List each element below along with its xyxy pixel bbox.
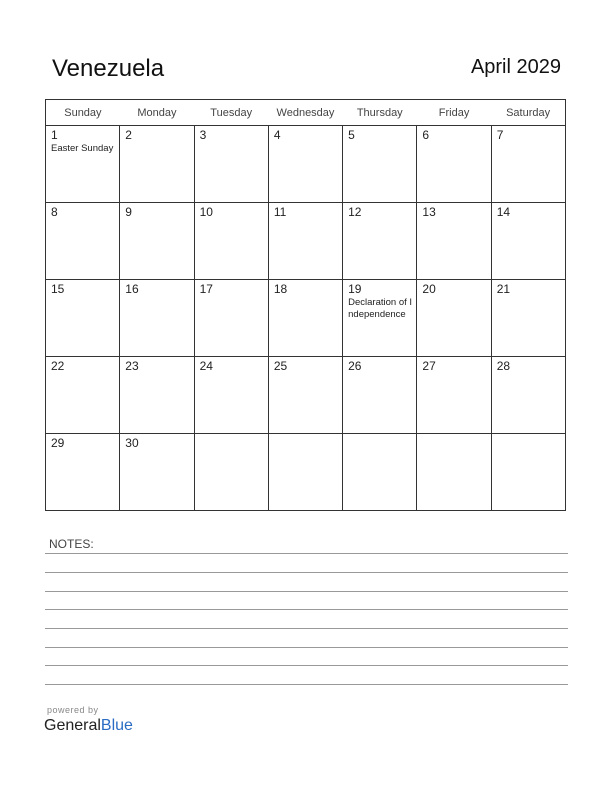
calendar-day-cell (46, 280, 120, 357)
day-number: 6 (422, 128, 430, 142)
calendar-day-cell (491, 434, 565, 511)
calendar-day-cell (417, 357, 491, 434)
weekday-header-row (46, 100, 566, 126)
note-line (45, 609, 568, 610)
brand-blue: Blue (100, 717, 133, 734)
day-number: 19 (348, 282, 362, 296)
note-line (45, 684, 568, 685)
note-line (45, 572, 568, 573)
holiday-label: Easter Sunday (51, 143, 114, 154)
calendar-day-cell (120, 203, 194, 280)
day-number: 3 (199, 128, 207, 142)
note-line (45, 553, 568, 554)
weekday-header: Thursday (343, 100, 417, 126)
calendar-day-cell (491, 357, 565, 434)
calendar-day-cell (194, 357, 268, 434)
calendar-day-cell (417, 126, 491, 203)
note-line (45, 628, 568, 629)
calendar-day-cell (120, 280, 194, 357)
powered-by-text: powered by (47, 705, 99, 715)
day-number: 23 (125, 359, 139, 373)
note-line (45, 647, 568, 648)
day-number: 1 (51, 128, 58, 142)
day-number: 14 (496, 205, 511, 219)
calendar-day-cell (268, 203, 342, 280)
calendar-day-cell (343, 203, 417, 280)
calendar-day-cell (268, 357, 342, 434)
note-line (45, 665, 568, 666)
day-number: 2 (125, 128, 132, 142)
day-number: 27 (422, 359, 436, 373)
calendar-day-cell (491, 280, 565, 357)
calendar-month-title: April 2029 (470, 56, 561, 78)
calendar-week-row (46, 357, 566, 434)
calendar-week-row (46, 434, 566, 511)
calendar-day-cell (120, 126, 194, 203)
calendar-day-cell (491, 203, 565, 280)
calendar-day-cell (343, 357, 417, 434)
calendar-day-cell (46, 203, 120, 280)
calendar-day-cell (194, 126, 268, 203)
calendar-day-cell (194, 280, 268, 357)
day-number: 26 (348, 359, 362, 373)
calendar-day-cell (343, 280, 417, 357)
calendar-country-title: Venezuela (52, 55, 165, 82)
day-number: 15 (51, 282, 65, 296)
weekday-header: Wednesday (268, 100, 342, 126)
calendar-day-cell (194, 203, 268, 280)
holiday-label: Declaration of Independence (348, 297, 413, 320)
calendar-week-row (46, 126, 566, 203)
calendar-day-cell (343, 434, 417, 511)
day-number: 7 (496, 128, 504, 142)
weekday-header: Tuesday (194, 100, 268, 126)
day-number (195, 434, 268, 437)
day-number: 11 (273, 205, 287, 219)
day-number: 22 (51, 359, 65, 373)
calendar-day-cell (417, 203, 491, 280)
calendar-week-row (46, 203, 566, 280)
calendar-day-cell (46, 126, 120, 203)
day-number: 20 (422, 282, 436, 296)
calendar-day-cell (343, 126, 417, 203)
calendar-day-cell (194, 434, 268, 511)
calendar-day-cell (46, 434, 120, 511)
day-number: 10 (199, 205, 213, 219)
calendar-day-cell (268, 280, 342, 357)
calendar-grid (45, 99, 566, 511)
calendar-day-cell (491, 126, 565, 203)
day-number: 4 (273, 128, 281, 142)
day-number: 28 (496, 359, 511, 373)
day-number: 16 (125, 282, 139, 296)
weekday-header: Friday (417, 100, 491, 126)
day-number: 12 (348, 205, 362, 219)
day-number: 30 (125, 436, 139, 450)
day-number: 24 (199, 359, 213, 373)
day-number (492, 434, 565, 437)
calendar-day-cell (417, 434, 491, 511)
calendar-day-cell (417, 280, 491, 357)
day-number: 21 (496, 282, 511, 296)
day-number: 25 (273, 359, 288, 373)
notes-label: NOTES: (49, 537, 94, 551)
day-number (269, 434, 342, 437)
day-number: 17 (199, 282, 213, 296)
note-line (45, 591, 568, 592)
day-number: 18 (273, 282, 288, 296)
calendar-day-cell (120, 357, 194, 434)
calendar-week-row (46, 280, 566, 357)
day-number: 13 (422, 205, 436, 219)
generalblue-logo (44, 717, 133, 735)
calendar-day-cell (268, 126, 342, 203)
calendar-day-cell (46, 357, 120, 434)
day-number: 8 (51, 205, 58, 219)
calendar-day-cell (120, 434, 194, 511)
brand-general: General (44, 717, 101, 734)
day-number: 5 (348, 128, 355, 142)
day-number: 29 (51, 436, 65, 450)
calendar-day-cell (268, 434, 342, 511)
weekday-header: Monday (120, 100, 194, 126)
day-number (343, 434, 416, 437)
day-number (417, 434, 490, 437)
day-number: 9 (125, 205, 132, 219)
weekday-header: Saturday (491, 100, 565, 126)
weekday-header: Sunday (46, 100, 120, 126)
